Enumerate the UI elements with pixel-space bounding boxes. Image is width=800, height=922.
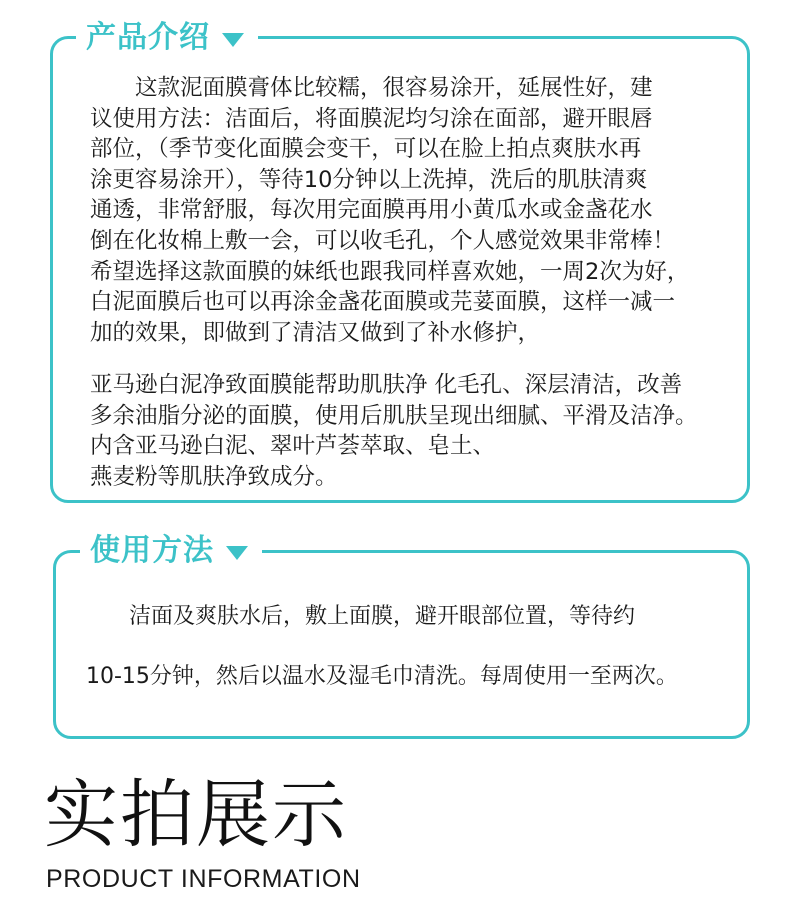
usage-text-line-1: 洁面及爽肤水后，敷上面膜，避开眼部位置，等待约 xyxy=(129,604,636,629)
triangle-down-icon xyxy=(222,33,244,47)
showcase-title: 实拍展示 xyxy=(44,772,348,858)
usage-header xyxy=(80,531,262,571)
usage-title: 使用方法 xyxy=(90,533,214,568)
product-intro-header xyxy=(76,18,258,58)
usage-text-line-2: 10-15分钟，然后以温水及湿毛巾清洗。每周使用一至两次。 xyxy=(86,664,678,689)
usage-box xyxy=(53,550,750,739)
product-intro-title: 产品介绍 xyxy=(86,20,210,55)
product-intro-paragraph-2: 亚马逊白泥净致面膜能帮助肌肤净 化毛孔、深层清洁，改善 多余油脂分泌的面膜，使用后肌肤呈现出细腻、平滑及洁净。 内含亚马逊白泥、翠叶芦荟萃取、皂土、 燕麦粉等肌肤净致成分。 xyxy=(90,372,698,490)
showcase-subtitle: PRODUCT INFORMATION xyxy=(46,865,361,893)
product-intro-paragraph-1: 这款泥面膜膏体比较糯，很容易涂开，延展性好，建 议使用方法：洁面后，将面膜泥均匀涂在面部，避开眼唇 部位，（季节变化面膜会变干，可以在脸上拍点爽肤水再 涂更容易涂开），等待10分钟以上洗掉，洗后的肌肤清爽 通透，非常舒服，每次用完面膜再用小黄瓜水或金盏花水 倒在化妆棉上敷一会，可以收毛孔，个人感觉效果非常棒！ 希望选择这款面膜的妹纸也跟我同样喜欢她，一周2次为好， 白泥面膜后也可以再涂金盏花面膜或芫荽面膜，这样一减一 加的效果，即做到了清洁又做到了补水修护， xyxy=(90,75,690,346)
triangle-down-icon xyxy=(226,546,248,560)
